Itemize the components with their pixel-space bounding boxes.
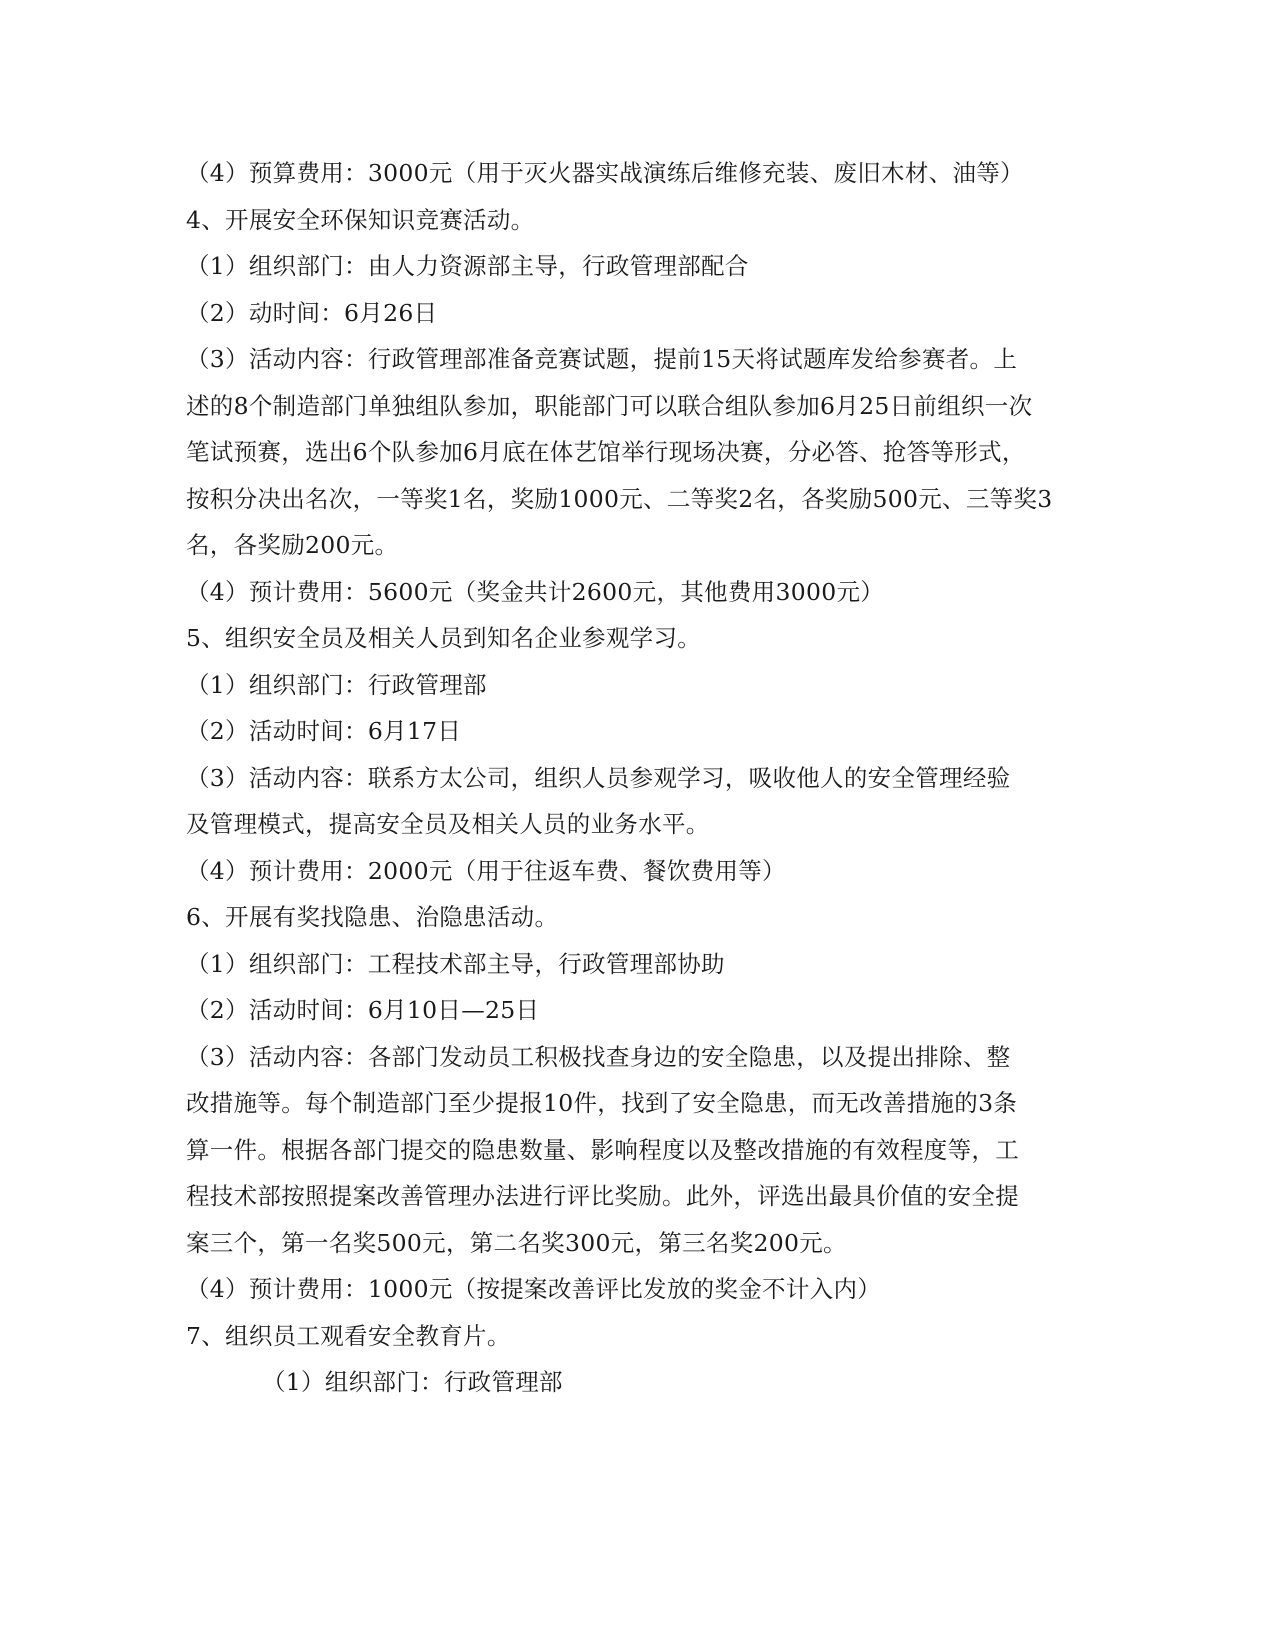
document-body — [186, 150, 1053, 1406]
text-line: （3）活动内容：行政管理部准备竞赛试题，提前15天将试题库发给参赛者。上 — [186, 345, 1018, 373]
text-line: （1）组织部门：行政管理部 — [186, 670, 487, 699]
text-line: 述的8个制造部门单独组队参加，职能部门可以联合组队参加6月25日前组织一次 — [186, 391, 1033, 420]
text-line: （2）动时间：6月26日 — [186, 298, 438, 327]
text-line: （1）组织部门：工程技术部主导，行政管理部协助 — [186, 949, 725, 978]
text-line: （3）活动内容：各部门发动员工积极找查身边的安全隐患，以及提出排除、整 — [186, 1042, 1011, 1071]
section-heading: 5、组织安全员及相关人员到知名企业参观学习。 — [186, 624, 702, 652]
text-line: （4）预算费用：3000元（用于灭火器实战演练后维修充装、废旧木材、油等） — [186, 159, 1024, 187]
section-heading: 4、开展安全环保知识竞赛活动。 — [186, 205, 535, 234]
text-line: （4）预计费用：2000元（用于往返车费、餐饮费用等） — [186, 856, 786, 885]
text-line: （1）组织部门：行政管理部 — [262, 1368, 563, 1396]
section-heading: 7、组织员工观看安全教育片。 — [186, 1321, 511, 1350]
text-line: 按积分决出名次，一等奖1名，奖励1000元、二等奖2名，各奖励500元、三等奖3 — [186, 484, 1053, 513]
text-line: 案三个，第一名奖500元，第二名奖300元，第三名奖200元。 — [186, 1228, 847, 1257]
text-line: （2）活动时间：6月10日—25日 — [186, 996, 540, 1024]
text-line: 程技术部按照提案改善管理办法进行评比奖励。此外，评选出最具价值的安全提 — [186, 1182, 1019, 1210]
text-line: （1）组织部门：由人力资源部主导，行政管理部配合 — [186, 252, 749, 280]
text-line: （3）活动内容：联系方太公司，组织人员参观学习，吸收他人的安全管理经验 — [186, 763, 1011, 792]
section-heading: 6、开展有奖找隐患、治隐患活动。 — [186, 903, 559, 931]
text-line: 笔试预赛，选出6个队参加6月底在体艺馆举行现场决赛，分必答、抢答等形式， — [186, 438, 1026, 466]
text-line: 及管理模式，提高安全员及相关人员的业务水平。 — [186, 810, 710, 838]
text-line: 算一件。根据各部门提交的隐患数量、影响程度以及整改措施的有效程度等，工 — [186, 1135, 1019, 1164]
text-line: （4）预计费用：1000元（按提案改善评比发放的奖金不计入内） — [186, 1275, 882, 1303]
text-line: 名，各奖励200元。 — [186, 531, 399, 559]
text-line: （4）预计费用：5600元（奖金共计2600元，其他费用3000元） — [186, 577, 885, 606]
text-line: （2）活动时间：6月17日 — [186, 717, 462, 745]
text-line: 改措施等。每个制造部门至少提报10件，找到了安全隐患，而无改善措施的3条 — [186, 1089, 1018, 1117]
